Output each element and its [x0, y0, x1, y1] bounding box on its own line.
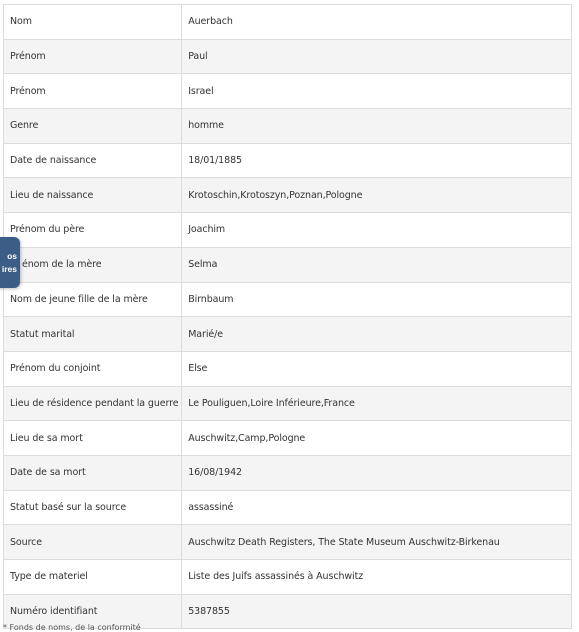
row-label: Numéro identifiant — [4, 594, 182, 629]
row-label: énom de la mère — [4, 247, 182, 282]
row-label: Type de materiel — [4, 560, 182, 595]
side-tab-line-1: os — [7, 250, 17, 261]
row-value: Liste des Juifs assassinés à Auschwitz — [182, 560, 572, 595]
table-row — [4, 109, 572, 144]
table-row — [4, 455, 572, 490]
row-label: Date de sa mort — [4, 455, 182, 490]
row-label: Prénom — [4, 74, 182, 109]
row-label: Prénom — [4, 39, 182, 74]
table-row — [4, 247, 572, 282]
row-value: Selma — [182, 247, 572, 282]
row-label: Lieu de naissance — [4, 178, 182, 213]
row-label: Statut basé sur la source — [4, 490, 182, 525]
victim-record-table — [3, 4, 572, 629]
row-label: Nom — [4, 5, 182, 40]
row-label: Lieu de résidence pendant la guerre — [4, 386, 182, 421]
row-value: 18/01/1885 — [182, 143, 572, 178]
table-row — [4, 421, 572, 456]
row-label: Prénom du père — [4, 213, 182, 248]
table-row — [4, 282, 572, 317]
table-row — [4, 525, 572, 560]
row-label: Date de naissance — [4, 143, 182, 178]
row-label: Lieu de sa mort — [4, 421, 182, 456]
table-row — [4, 386, 572, 421]
side-tab-line-2: ires — [1, 263, 17, 274]
row-label: Prénom du conjoint — [4, 351, 182, 386]
table-row — [4, 560, 572, 595]
footnote: * Fonds de noms, de la conformité — [3, 623, 141, 632]
table-row — [4, 490, 572, 525]
row-value: Krotoschin,Krotoszyn,Poznan,Pologne — [182, 178, 572, 213]
table-row — [4, 351, 572, 386]
row-value: Marié/e — [182, 317, 572, 352]
table-row — [4, 39, 572, 74]
side-feedback-tab[interactable] — [0, 237, 20, 288]
row-value: Auschwitz Death Registers, The State Museum Auschwitz-Birkenau — [182, 525, 572, 560]
record-rows — [1, 5, 572, 629]
row-value: Birnbaum — [182, 282, 572, 317]
row-label: Nom de jeune fille de la mère — [4, 282, 182, 317]
row-value: Le Pouliguen,Loire Inférieure,France — [182, 386, 572, 421]
table-row — [4, 74, 572, 109]
row-value: Israel — [182, 74, 572, 109]
table-row — [4, 178, 572, 213]
row-value: Auschwitz,Camp,Pologne — [182, 421, 572, 456]
table-row — [4, 143, 572, 178]
table-row — [4, 213, 572, 248]
row-value: Paul — [182, 39, 572, 74]
row-value: Else — [182, 351, 572, 386]
row-label: Source — [4, 525, 182, 560]
row-value: Joachim — [182, 213, 572, 248]
row-value: 5387855 — [182, 594, 572, 629]
row-value: 16/08/1942 — [182, 455, 572, 490]
table-row — [4, 5, 572, 40]
row-value: Auerbach — [182, 5, 572, 40]
row-label: Genre — [4, 109, 182, 144]
row-label: Statut marital — [4, 317, 182, 352]
row-value: homme — [182, 109, 572, 144]
table-row — [4, 317, 572, 352]
row-value: assassiné — [182, 490, 572, 525]
